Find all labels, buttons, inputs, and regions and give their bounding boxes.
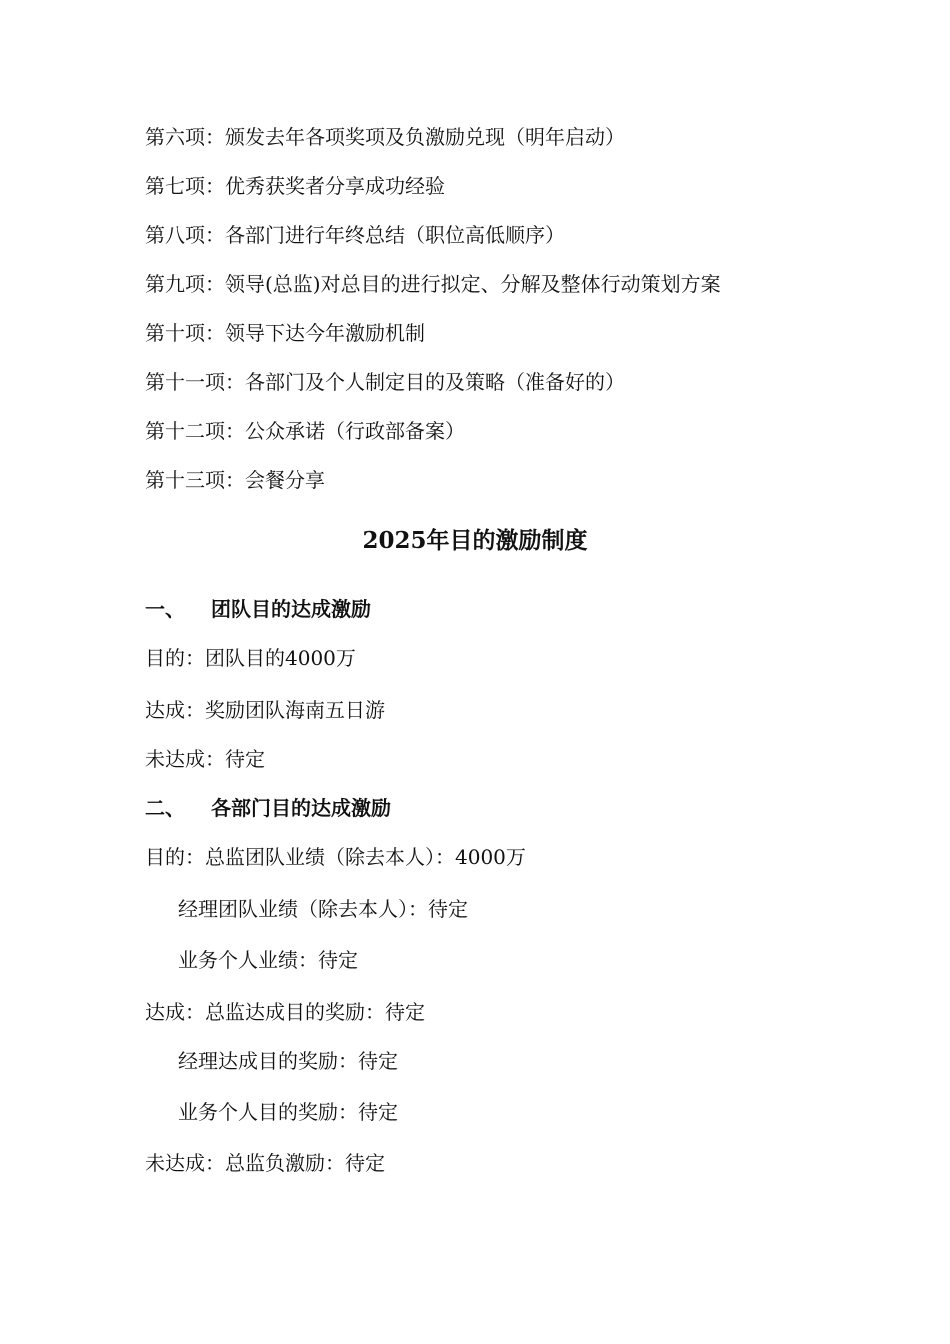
section2-achieved-individual: 业务个人目的奖励：待定 — [178, 1100, 398, 1124]
section-heading-2 — [145, 795, 391, 821]
section-heading-1 — [145, 596, 371, 622]
agenda-item-8: 第八项：各部门进行年终总结（职位高低顺序） — [145, 223, 565, 247]
section2-goal-manager: 经理团队业绩（除去本人）：待定 — [178, 897, 468, 921]
section-heading-text-1: 团队目的达成激励 — [211, 597, 371, 621]
agenda-item-12: 第十二项：公众承诺（行政部备案） — [145, 419, 465, 443]
agenda-item-6: 第六项：颁发去年各项奖项及负激励兑现（明年启动） — [145, 125, 625, 149]
section-heading-text-2: 各部门目的达成激励 — [211, 796, 391, 820]
agenda-item-11: 第十一项：各部门及个人制定目的及策略（准备好的） — [145, 370, 625, 394]
section2-goal-director: 目的：总监团队业绩（除去本人）：4000万 — [145, 845, 526, 869]
section1-achieved: 达成：奖励团队海南五日游 — [145, 698, 385, 722]
agenda-item-10: 第十项：领导下达今年激励机制 — [145, 321, 425, 345]
section2-goal-individual: 业务个人业绩：待定 — [178, 948, 358, 972]
section2-not-achieved-director: 未达成：总监负激励：待定 — [145, 1151, 385, 1175]
section2-achieved-director: 达成：总监达成目的奖励：待定 — [145, 1000, 425, 1024]
section-number-2: 二、 — [145, 796, 185, 820]
agenda-item-7: 第七项：优秀获奖者分享成功经验 — [145, 174, 445, 198]
document-title: 2025年目的激励制度 — [362, 527, 588, 554]
section1-not-achieved: 未达成：待定 — [145, 747, 265, 771]
agenda-item-9: 第九项：领导(总监)对总目的进行拟定、分解及整体行动策划方案 — [145, 272, 721, 296]
section-number-1: 一、 — [145, 597, 185, 621]
agenda-item-13: 第十三项：会餐分享 — [145, 468, 325, 492]
section1-goal: 目的：团队目的4000万 — [145, 646, 356, 670]
section2-achieved-manager: 经理达成目的奖励：待定 — [178, 1049, 398, 1073]
